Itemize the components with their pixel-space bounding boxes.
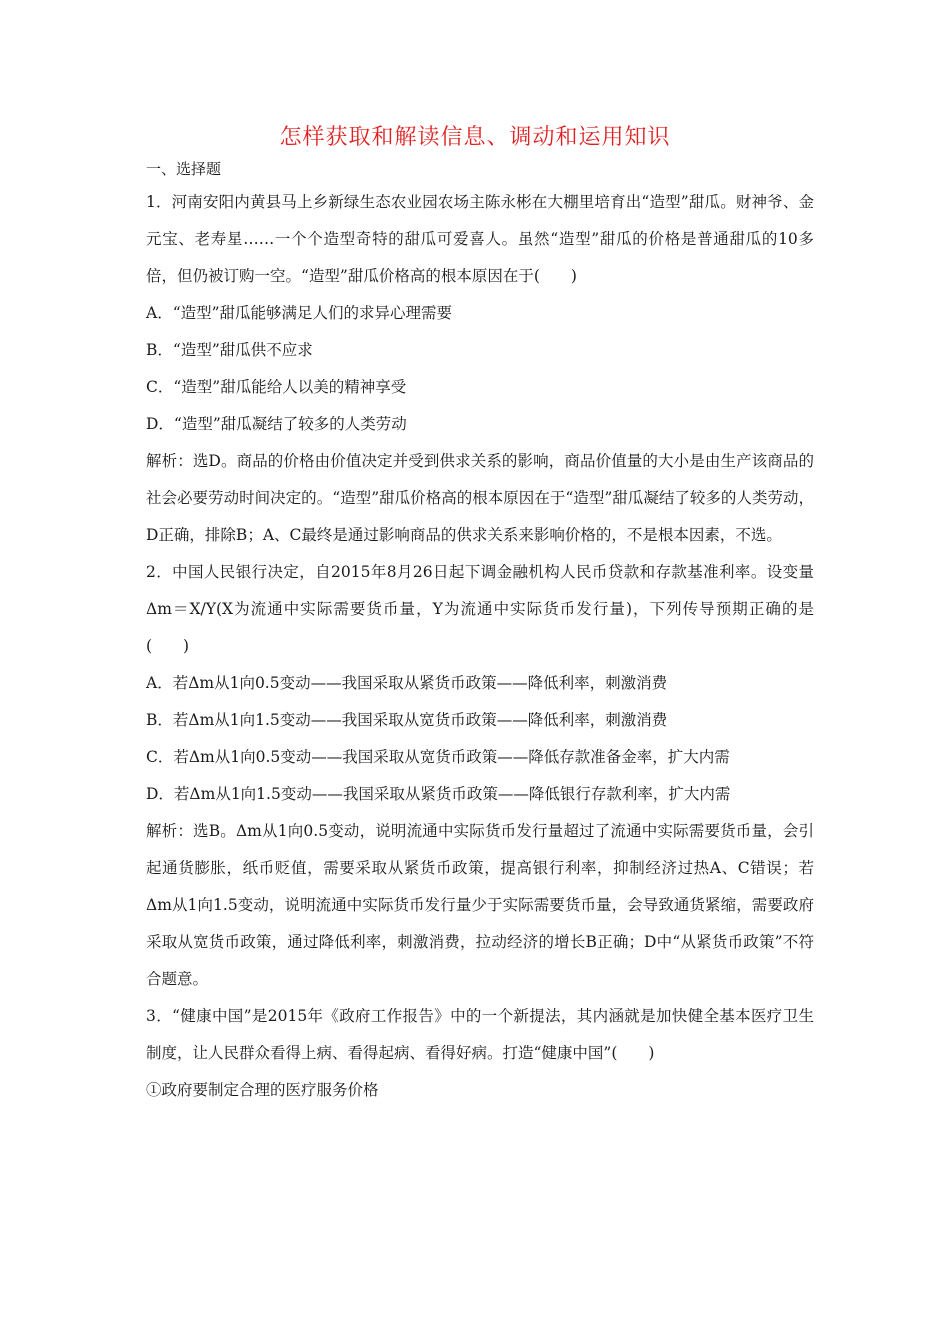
question-1-option-c: C．“造型”甜瓜能给人以美的精神享受 [146,378,407,396]
document-body [146,184,814,1109]
question-1-option-b: B．“造型”甜瓜供不应求 [146,341,313,359]
question-3-option-1: ①政府要制定合理的医疗服务价格 [146,1081,379,1099]
question-2-option-d: D．若Δm从1向1.5变动——我国采取从紧货币政策——降低银行存款利率，扩大内需 [146,785,731,803]
question-2-option-b: B．若Δm从1向1.5变动——我国采取从宽货币政策——降低利率，刺激消费 [146,711,668,729]
question-1-analysis: 解析：选D。商品的价格由价值决定并受到供求关系的影响，商品价值量的大小是由生产该商品的社会必要劳动时间决定的。“造型”甜瓜价格高的根本原因在于“造型”甜瓜凝结了较多的人类劳动，D正确，排除B；A、C最终是通过影响商品的供求关系来影响价格的，不是根本因素，不选。 [146,452,814,544]
question-3-stem: 3．“健康中国”是2015年《政府工作报告》中的一个新提法，其内涵就是加快健全基本医疗卫生制度，让人民群众看得上病、看得起病、看得好病。打造“健康中国”( ) [146,1007,814,1062]
page-title: 怎样获取和解读信息、调动和运用知识 [279,125,671,150]
question-2-stem: 2．中国人民银行决定，自2015年8月26日起下调金融机构人民币贷款和存款基准利率。设变量Δm＝X/Y(X为流通中实际需要货币量，Y为流通中实际货币发行量)，下列传导预期正确的是( ) [146,563,814,655]
question-1-stem: 1．河南安阳内黄县马上乡新绿生态农业园农场主陈永彬在大棚里培育出“造型”甜瓜。财神爷、金元宝、老寿星……一个个造型奇特的甜瓜可爱喜人。虽然“造型”甜瓜的价格是普通甜瓜的10多倍，但仍被订购一空。“造型”甜瓜价格高的根本原因在于( ) [146,193,814,285]
question-2-option-a: A．若Δm从1向0.5变动——我国采取从紧货币政策——降低利率，刺激消费 [146,674,668,692]
question-2-option-c: C．若Δm从1向0.5变动——我国采取从宽货币政策——降低存款准备金率，扩大内需 [146,748,730,766]
question-1-option-d: D．“造型”甜瓜凝结了较多的人类劳动 [146,415,407,433]
question-2-analysis: 解析：选B。Δm从1向0.5变动，说明流通中实际货币发行量超过了流通中实际需要货币量，会引起通货膨胀，纸币贬值，需要采取从紧货币政策，提高银行利率，抑制经济过热A、C错误；若Δm从1向1.5变动，说明流通中实际货币发行量少于实际需要货币量，会导致通货紧缩，需要政府采取从宽货币政策，通过降低利率，刺激消费，拉动经济的增长B正确；D中“从紧货币政策”不符合题意。 [146,822,814,988]
question-1-option-a: A．“造型”甜瓜能够满足人们的求异心理需要 [146,304,453,322]
section-heading: 一、选择题 [146,160,222,178]
